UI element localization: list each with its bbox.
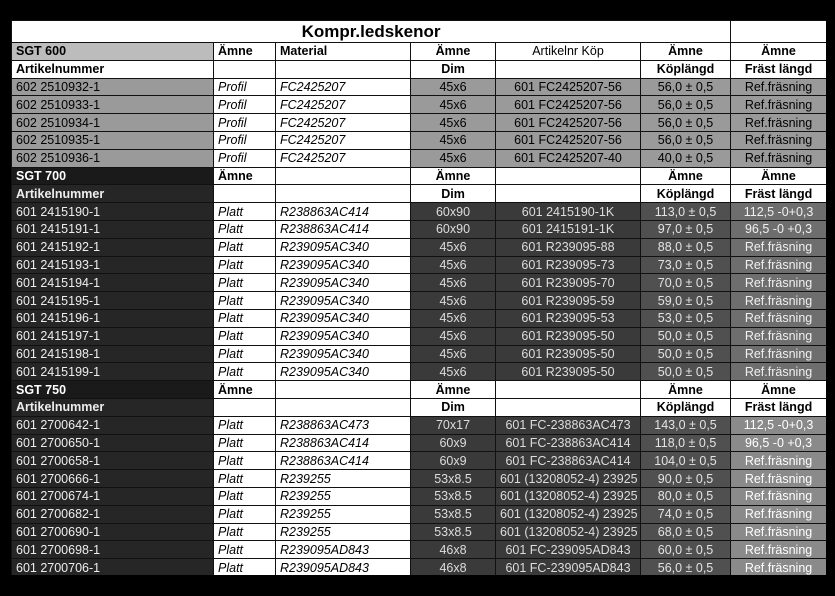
section-name: SGT 600 <box>12 43 214 61</box>
cell-artikelnr-kop: 601 R239095-53 <box>496 309 641 327</box>
cell-amne: Platt <box>214 523 276 541</box>
cell-koplangd: 113,0 ± 0,5 <box>641 203 731 221</box>
table-row <box>12 487 827 505</box>
header-amne-frast: Ämne <box>731 43 826 61</box>
header-amne-dim: Ämne <box>411 381 496 399</box>
header-frast-langd: Fräst längd <box>731 398 826 416</box>
cell-artikelnummer: 601 2700658-1 <box>12 452 214 470</box>
cell-dim: 45x6 <box>411 131 496 149</box>
cell-frast-langd: Ref.fräsning <box>731 505 826 523</box>
subheader-blank <box>496 185 641 203</box>
header-artikelnr-kop: Artikelnr Köp <box>496 43 641 61</box>
cell-koplangd: 56,0 ± 0,5 <box>641 131 731 149</box>
cell-frast-langd: Ref.fräsning <box>731 114 826 132</box>
cell-dim: 60x90 <box>411 203 496 221</box>
header-material: Material <box>276 43 411 61</box>
cell-dim: 46x8 <box>411 559 496 575</box>
cell-amne: Platt <box>214 416 276 434</box>
cell-artikelnr-kop: 601 FC-238863AC473 <box>496 416 641 434</box>
cell-frast-langd: 112,5 -0+0,3 <box>731 203 826 221</box>
section-name: SGT 700 <box>12 167 214 185</box>
cell-artikelnummer: 601 2700674-1 <box>12 487 214 505</box>
cell-frast-langd: Ref.fräsning <box>731 292 826 310</box>
header-dim: Dim <box>411 398 496 416</box>
cell-dim: 60x90 <box>411 220 496 238</box>
cell-frast-langd: Ref.fräsning <box>731 541 826 559</box>
cell-frast-langd: Ref.fräsning <box>731 309 826 327</box>
cell-material: FC2425207 <box>276 78 411 96</box>
cell-material: R239095AC340 <box>276 327 411 345</box>
section-header-row <box>12 167 827 185</box>
cell-koplangd: 56,0 ± 0,5 <box>641 78 731 96</box>
cell-material: R238863AC414 <box>276 452 411 470</box>
section-header-row <box>12 381 827 399</box>
cell-amne: Platt <box>214 559 276 575</box>
cell-frast-langd: Ref.fräsning <box>731 559 826 575</box>
cell-dim: 45x6 <box>411 78 496 96</box>
cell-dim: 45x6 <box>411 238 496 256</box>
cell-artikelnr-kop: 601 FC2425207-56 <box>496 78 641 96</box>
header-amne: Ämne <box>214 43 276 61</box>
cell-artikelnr-kop: 601 R239095-50 <box>496 327 641 345</box>
cell-material: FC2425207 <box>276 149 411 167</box>
cell-material: R239095AC340 <box>276 238 411 256</box>
cell-artikelnr-kop: 601 R239095-73 <box>496 256 641 274</box>
cell-artikelnummer: 601 2415191-1 <box>12 220 214 238</box>
cell-amne: Platt <box>214 274 276 292</box>
title-blank-cell <box>731 21 826 43</box>
cell-frast-langd: Ref.fräsning <box>731 470 826 488</box>
cell-material: R239095AD843 <box>276 541 411 559</box>
table-row <box>12 541 827 559</box>
cell-artikelnummer: 601 2415196-1 <box>12 309 214 327</box>
header-artikelnr-kop <box>496 167 641 185</box>
cell-dim: 45x6 <box>411 292 496 310</box>
cell-frast-langd: Ref.fräsning <box>731 345 826 363</box>
header-artikelnummer: Artikelnummer <box>12 398 214 416</box>
cell-frast-langd: Ref.fräsning <box>731 327 826 345</box>
table-row <box>12 327 827 345</box>
cell-koplangd: 50,0 ± 0,5 <box>641 345 731 363</box>
cell-artikelnummer: 602 2510936-1 <box>12 149 214 167</box>
header-frast-langd: Fräst längd <box>731 185 826 203</box>
table-row <box>12 505 827 523</box>
cell-frast-langd: Ref.fräsning <box>731 96 826 114</box>
cell-artikelnummer: 601 2415197-1 <box>12 327 214 345</box>
cell-dim: 53x8.5 <box>411 523 496 541</box>
table-row <box>12 434 827 452</box>
cell-dim: 45x6 <box>411 363 496 381</box>
cell-artikelnr-kop: 601 2415190-1K <box>496 203 641 221</box>
cell-amne: Profil <box>214 114 276 132</box>
cell-artikelnr-kop: 601 FC-238863AC414 <box>496 452 641 470</box>
table-row <box>12 292 827 310</box>
table-row <box>12 256 827 274</box>
cell-material: R239095AC340 <box>276 363 411 381</box>
cell-koplangd: 80,0 ± 0,5 <box>641 487 731 505</box>
cell-frast-langd: Ref.fräsning <box>731 487 826 505</box>
cell-artikelnr-kop: 601 (13208052-4) 23925 <box>496 470 641 488</box>
cell-material: R239095AC340 <box>276 256 411 274</box>
cell-artikelnr-kop: 601 FC2425207-40 <box>496 149 641 167</box>
cell-koplangd: 56,0 ± 0,5 <box>641 114 731 132</box>
cell-artikelnummer: 602 2510932-1 <box>12 78 214 96</box>
cell-material: R239095AC340 <box>276 274 411 292</box>
subheader-blank <box>214 60 276 78</box>
cell-frast-langd: 96,5 -0 +0,3 <box>731 434 826 452</box>
header-amne: Ämne <box>214 167 276 185</box>
table-row <box>12 363 827 381</box>
cell-koplangd: 97,0 ± 0,5 <box>641 220 731 238</box>
cell-koplangd: 70,0 ± 0,5 <box>641 274 731 292</box>
cell-dim: 53x8.5 <box>411 487 496 505</box>
cell-amne: Profil <box>214 131 276 149</box>
subheader-blank <box>276 398 411 416</box>
title-row <box>12 21 827 43</box>
header-material <box>276 167 411 185</box>
cell-artikelnummer: 601 2700706-1 <box>12 559 214 575</box>
cell-koplangd: 74,0 ± 0,5 <box>641 505 731 523</box>
cell-artikelnr-kop: 601 FC2425207-56 <box>496 131 641 149</box>
cell-artikelnummer: 601 2415195-1 <box>12 292 214 310</box>
cell-material: R239255 <box>276 470 411 488</box>
subheader-blank <box>496 60 641 78</box>
cell-dim: 45x6 <box>411 327 496 345</box>
cell-frast-langd: Ref.fräsning <box>731 363 826 381</box>
cell-koplangd: 118,0 ± 0,5 <box>641 434 731 452</box>
cell-koplangd: 59,0 ± 0,5 <box>641 292 731 310</box>
table-row <box>12 452 827 470</box>
cell-artikelnr-kop: 601 2415191-1K <box>496 220 641 238</box>
header-artikelnummer: Artikelnummer <box>12 185 214 203</box>
cell-dim: 45x6 <box>411 309 496 327</box>
cell-koplangd: 50,0 ± 0,5 <box>641 363 731 381</box>
cell-amne: Platt <box>214 505 276 523</box>
cell-artikelnr-kop: 601 FC2425207-56 <box>496 96 641 114</box>
header-artikelnummer: Artikelnummer <box>12 60 214 78</box>
table-row <box>12 78 827 96</box>
cell-frast-langd: Ref.fräsning <box>731 274 826 292</box>
cell-koplangd: 60,0 ± 0,5 <box>641 541 731 559</box>
cell-dim: 45x6 <box>411 149 496 167</box>
cell-material: R239255 <box>276 505 411 523</box>
cell-artikelnummer: 601 2700650-1 <box>12 434 214 452</box>
cell-amne: Platt <box>214 470 276 488</box>
cell-artikelnummer: 601 2415199-1 <box>12 363 214 381</box>
cell-amne: Platt <box>214 434 276 452</box>
cell-amne: Platt <box>214 363 276 381</box>
header-amne-koplangd: Ämne <box>641 167 731 185</box>
page-title: Kompr.ledskenor <box>12 21 731 43</box>
cell-material: R238863AC414 <box>276 434 411 452</box>
cell-artikelnummer: 601 2415193-1 <box>12 256 214 274</box>
table-row <box>12 345 827 363</box>
cell-koplangd: 53,0 ± 0,5 <box>641 309 731 327</box>
cell-frast-langd: Ref.fräsning <box>731 131 826 149</box>
cell-artikelnummer: 601 2415192-1 <box>12 238 214 256</box>
cell-dim: 45x6 <box>411 114 496 132</box>
cell-amne: Profil <box>214 149 276 167</box>
cell-material: R238863AC414 <box>276 220 411 238</box>
header-dim: Dim <box>411 60 496 78</box>
cell-dim: 60x9 <box>411 452 496 470</box>
cell-artikelnummer: 601 2700690-1 <box>12 523 214 541</box>
header-amne-koplangd: Ämne <box>641 381 731 399</box>
cell-frast-langd: Ref.fräsning <box>731 256 826 274</box>
cell-koplangd: 40,0 ± 0,5 <box>641 149 731 167</box>
cell-koplangd: 56,0 ± 0,5 <box>641 96 731 114</box>
section-subheader-row <box>12 60 827 78</box>
cell-koplangd: 104,0 ± 0,5 <box>641 452 731 470</box>
cell-frast-langd: Ref.fräsning <box>731 452 826 470</box>
header-amne-frast: Ämne <box>731 167 826 185</box>
cell-koplangd: 56,0 ± 0,5 <box>641 559 731 575</box>
section-subheader-row <box>12 398 827 416</box>
cell-artikelnummer: 602 2510934-1 <box>12 114 214 132</box>
cell-artikelnr-kop: 601 R239095-50 <box>496 345 641 363</box>
table-row <box>12 559 827 575</box>
table-row <box>12 131 827 149</box>
cell-material: FC2425207 <box>276 131 411 149</box>
cell-amne: Platt <box>214 238 276 256</box>
section-name: SGT 750 <box>12 381 214 399</box>
cell-frast-langd: 112,5 -0+0,3 <box>731 416 826 434</box>
cell-artikelnr-kop: 601 R239095-59 <box>496 292 641 310</box>
subheader-blank <box>276 60 411 78</box>
cell-amne: Platt <box>214 309 276 327</box>
cell-material: R239255 <box>276 487 411 505</box>
table-body <box>12 21 827 576</box>
cell-artikelnr-kop: 601 R239095-50 <box>496 363 641 381</box>
table-row <box>12 416 827 434</box>
cell-artikelnr-kop: 601 FC2425207-56 <box>496 114 641 132</box>
header-dim: Dim <box>411 185 496 203</box>
cell-koplangd: 88,0 ± 0,5 <box>641 238 731 256</box>
cell-amne: Profil <box>214 96 276 114</box>
cell-material: R238863AC414 <box>276 203 411 221</box>
header-amne: Ämne <box>214 381 276 399</box>
section-subheader-row <box>12 185 827 203</box>
cell-amne: Platt <box>214 345 276 363</box>
cell-amne: Platt <box>214 256 276 274</box>
cell-dim: 45x6 <box>411 96 496 114</box>
cell-artikelnr-kop: 601 (13208052-4) 23925 <box>496 505 641 523</box>
cell-amne: Profil <box>214 78 276 96</box>
cell-artikelnr-kop: 601 (13208052-4) 23925 <box>496 523 641 541</box>
cell-frast-langd: Ref.fräsning <box>731 238 826 256</box>
cell-amne: Platt <box>214 220 276 238</box>
cell-artikelnummer: 602 2510935-1 <box>12 131 214 149</box>
header-artikelnr-kop <box>496 381 641 399</box>
cell-amne: Platt <box>214 487 276 505</box>
cell-dim: 53x8.5 <box>411 505 496 523</box>
table-row <box>12 523 827 541</box>
cell-amne: Platt <box>214 327 276 345</box>
subheader-blank <box>496 398 641 416</box>
cell-artikelnummer: 601 2700666-1 <box>12 470 214 488</box>
subheader-blank <box>214 185 276 203</box>
cell-amne: Platt <box>214 292 276 310</box>
cell-dim: 46x8 <box>411 541 496 559</box>
cell-artikelnr-kop: 601 R239095-88 <box>496 238 641 256</box>
subheader-blank <box>276 185 411 203</box>
cell-artikelnr-kop: 601 (13208052-4) 23925 <box>496 487 641 505</box>
cell-artikelnummer: 601 2700682-1 <box>12 505 214 523</box>
cell-amne: Platt <box>214 203 276 221</box>
section-header-row <box>12 43 827 61</box>
header-frast-langd: Fräst längd <box>731 60 826 78</box>
cell-amne: Platt <box>214 541 276 559</box>
table-row <box>12 238 827 256</box>
cell-material: R238863AC473 <box>276 416 411 434</box>
cell-dim: 45x6 <box>411 274 496 292</box>
cell-dim: 53x8.5 <box>411 470 496 488</box>
table-row <box>12 274 827 292</box>
table-row <box>12 203 827 221</box>
cell-artikelnummer: 601 2700698-1 <box>12 541 214 559</box>
cell-artikelnr-kop: 601 FC-239095AD843 <box>496 559 641 575</box>
cell-artikelnummer: 601 2415194-1 <box>12 274 214 292</box>
cell-frast-langd: Ref.fräsning <box>731 523 826 541</box>
cell-koplangd: 68,0 ± 0,5 <box>641 523 731 541</box>
cell-artikelnr-kop: 601 FC-239095AD843 <box>496 541 641 559</box>
guide-rail-table <box>11 20 826 575</box>
cell-material: R239095AC340 <box>276 309 411 327</box>
cell-artikelnummer: 601 2415190-1 <box>12 203 214 221</box>
header-amne-koplangd: Ämne <box>641 43 731 61</box>
cell-artikelnr-kop: 601 R239095-70 <box>496 274 641 292</box>
cell-koplangd: 50,0 ± 0,5 <box>641 327 731 345</box>
cell-material: FC2425207 <box>276 96 411 114</box>
subheader-blank <box>214 398 276 416</box>
header-amne-frast: Ämne <box>731 381 826 399</box>
cell-frast-langd: Ref.fräsning <box>731 149 826 167</box>
cell-material: R239095AC340 <box>276 292 411 310</box>
header-material <box>276 381 411 399</box>
cell-material: FC2425207 <box>276 114 411 132</box>
cell-koplangd: 73,0 ± 0,5 <box>641 256 731 274</box>
table-row <box>12 470 827 488</box>
header-amne-dim: Ämne <box>411 43 496 61</box>
cell-material: R239095AC340 <box>276 345 411 363</box>
table-row <box>12 309 827 327</box>
header-amne-dim: Ämne <box>411 167 496 185</box>
cell-dim: 60x9 <box>411 434 496 452</box>
cell-dim: 70x17 <box>411 416 496 434</box>
cell-artikelnr-kop: 601 FC-238863AC414 <box>496 434 641 452</box>
header-koplangd: Köplängd <box>641 398 731 416</box>
table-row <box>12 149 827 167</box>
scanned-sheet <box>11 20 826 575</box>
header-koplangd: Köplängd <box>641 60 731 78</box>
cell-frast-langd: Ref.fräsning <box>731 78 826 96</box>
cell-frast-langd: 96,5 -0 +0,3 <box>731 220 826 238</box>
cell-material: R239095AD843 <box>276 559 411 575</box>
cell-artikelnummer: 601 2700642-1 <box>12 416 214 434</box>
cell-artikelnummer: 601 2415198-1 <box>12 345 214 363</box>
cell-material: R239255 <box>276 523 411 541</box>
cell-amne: Platt <box>214 452 276 470</box>
cell-dim: 45x6 <box>411 256 496 274</box>
cell-koplangd: 143,0 ± 0,5 <box>641 416 731 434</box>
table-row <box>12 96 827 114</box>
cell-koplangd: 90,0 ± 0,5 <box>641 470 731 488</box>
cell-artikelnummer: 602 2510933-1 <box>12 96 214 114</box>
header-koplangd: Köplängd <box>641 185 731 203</box>
table-row <box>12 114 827 132</box>
table-row <box>12 220 827 238</box>
cell-dim: 45x6 <box>411 345 496 363</box>
